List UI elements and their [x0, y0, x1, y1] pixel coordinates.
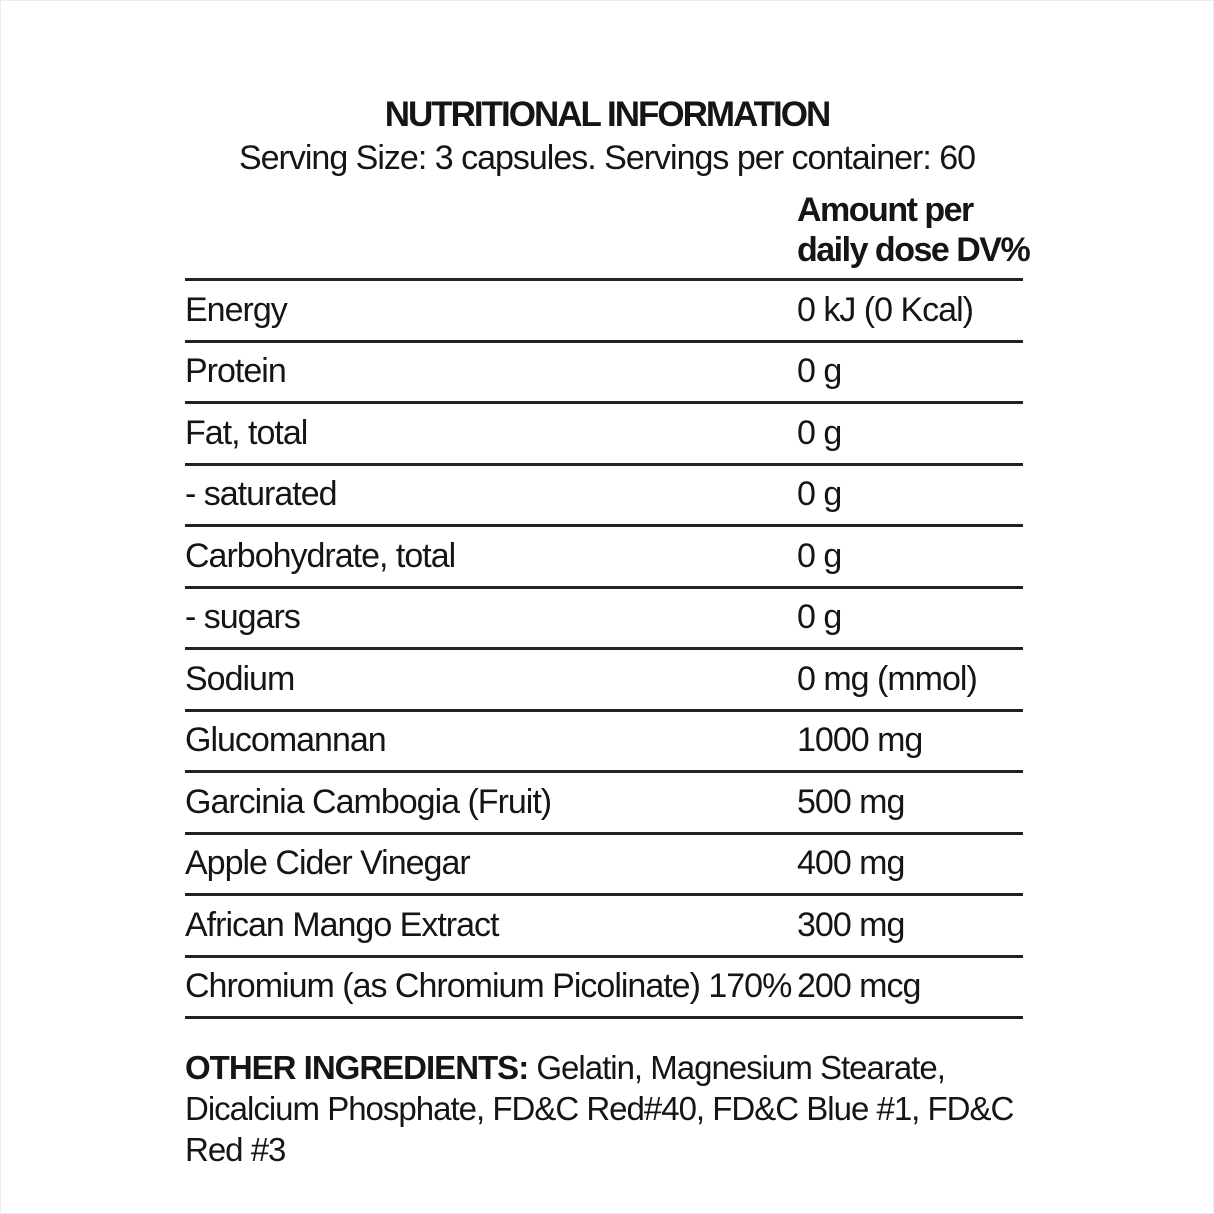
- amount-header-line1: Amount per: [797, 191, 973, 229]
- table-row-garcinia-cambogia: [185, 770, 1023, 832]
- nutrient-amount: 200 mcg: [797, 967, 921, 1006]
- other-ingredients: [185, 1047, 1065, 1170]
- nutrient-amount: 0 g: [797, 598, 842, 637]
- amount-column-header: [797, 190, 1029, 270]
- table-row-african-mango-extract: [185, 893, 1023, 955]
- other-ingredients-heading: OTHER INGREDIENTS:: [185, 1049, 529, 1086]
- nutrient-name: African Mango Extract: [185, 905, 499, 944]
- table-row-sodium: [185, 647, 1023, 709]
- nutrient-amount: 0 g: [797, 352, 842, 391]
- nutrient-amount: 400 mg: [797, 844, 905, 883]
- nutrient-amount: 1000 mg: [797, 721, 923, 760]
- nutrient-name: Protein: [185, 352, 286, 391]
- nutrient-name: Carbohydrate, total: [185, 536, 456, 575]
- nutrient-name: Energy: [185, 290, 287, 329]
- nutrient-name: Apple Cider Vinegar: [185, 844, 470, 883]
- nutrient-name: - saturated: [185, 475, 337, 514]
- other-ingredients-list: Gelatin, Magnesium Stearate, Dicalcium Phosphate, FD&C Red#40, FD&C Blue #1, FD&C Red #3: [185, 1049, 1014, 1168]
- table-row-fat-total: [185, 401, 1023, 463]
- nutrient-name: Chromium (as Chromium Picolinate) 170%: [185, 967, 792, 1006]
- nutrient-amount: 0 kJ (0 Kcal): [797, 290, 973, 329]
- nutrient-amount: 0 g: [797, 413, 842, 452]
- table-row-chromium: [185, 955, 1023, 1017]
- nutrient-amount: 0 g: [797, 475, 842, 514]
- table-row-energy: [185, 278, 1023, 340]
- table-row-apple-cider-vinegar: [185, 832, 1023, 894]
- nutrient-amount: 0 g: [797, 536, 842, 575]
- nutrient-name: Glucomannan: [185, 721, 386, 760]
- nutrition-table: [185, 278, 1023, 1019]
- serving-info: Serving Size: 3 capsules. Servings per container: 60: [238, 139, 976, 177]
- table-row-protein: [185, 340, 1023, 402]
- table-row-glucomannan: [185, 709, 1023, 771]
- table-row-carbohydrate-total: [185, 524, 1023, 586]
- nutrient-name: Fat, total: [185, 413, 308, 452]
- nutrient-amount: 500 mg: [797, 782, 905, 821]
- table-row-sugars: [185, 586, 1023, 648]
- table-row-saturated: [185, 463, 1023, 525]
- nutrient-name: Sodium: [185, 659, 295, 698]
- nutrient-amount: 300 mg: [797, 905, 905, 944]
- nutrient-name: - sugars: [185, 598, 300, 637]
- label-title: NUTRITIONAL INFORMATION: [384, 95, 830, 134]
- nutrient-name: Garcinia Cambogia (Fruit): [185, 782, 552, 821]
- nutrient-amount: 0 mg (mmol): [797, 659, 977, 698]
- amount-header-line2: daily dose DV%: [797, 231, 1030, 269]
